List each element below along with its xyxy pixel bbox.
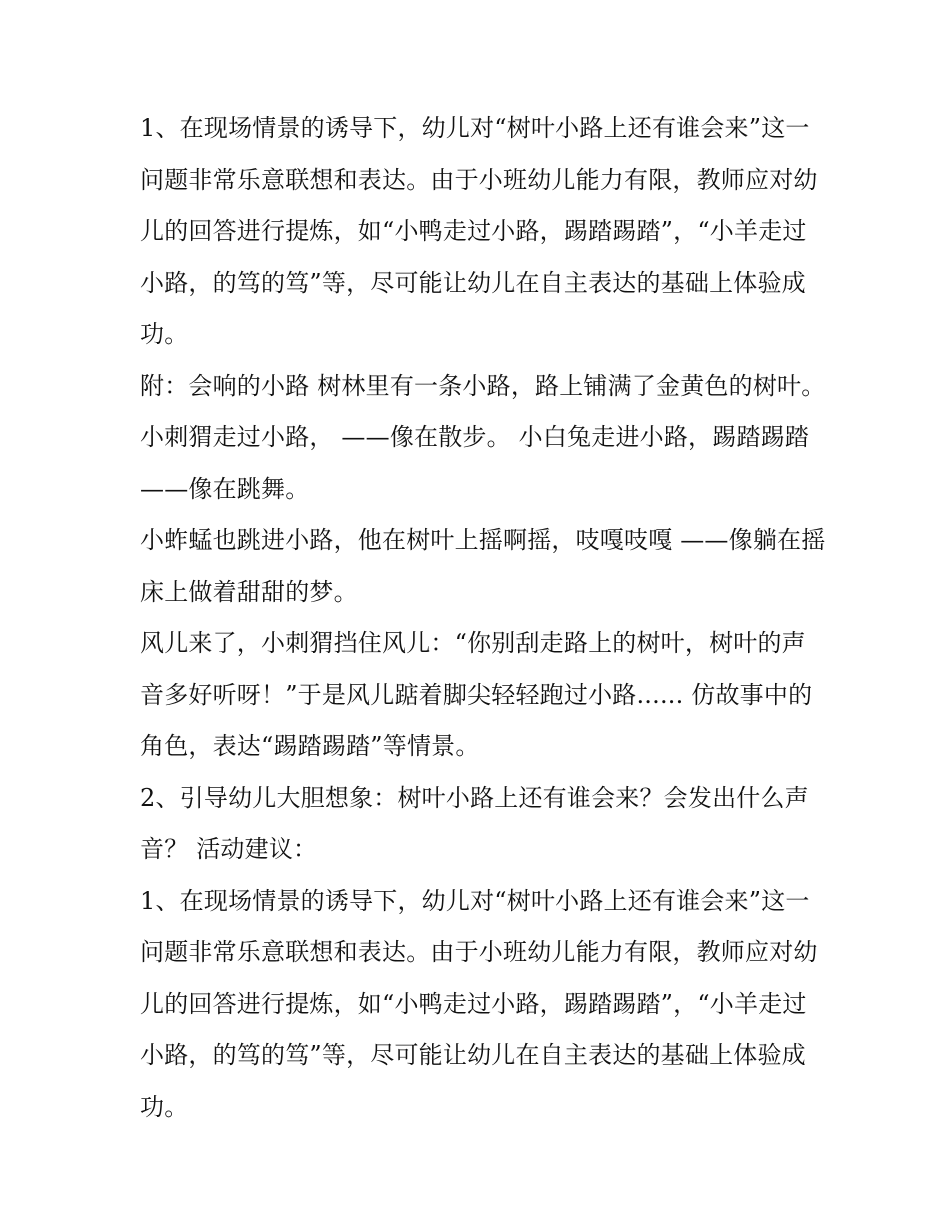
paragraph-appendix-story: 附：会响的小路 树林里有一条小路，路上铺满了金黄色的树叶。 小刺猬走过小路， ——像在散步。 小白兔走进小路，踢踏踢踏 ——像在跳舞。 <box>140 371 826 503</box>
paragraph-imagination: 2、引导幼儿大胆想象：树叶小路上还有谁会来？会发出什么声音？ 活动建议： <box>140 783 809 863</box>
document-body <box>140 103 830 1133</box>
paragraph-wind: 风儿来了，小刺猬挡住风儿：“你别刮走路上的树叶，树叶的声音多好听呀！”于是风儿踮着脚尖轻轻跑过小路...... 仿故事中的角色，表达“踢踏踢踏”等情景。 <box>140 629 813 760</box>
paragraph-grasshopper: 小蚱蜢也跳进小路，他在树叶上摇啊摇，吱嘎吱嘎 ——像躺在摇床上做着甜甜的梦。 <box>140 526 826 606</box>
paragraph-activity-suggestion-1: 1、在现场情景的诱导下，幼儿对“树叶小路上还有谁会来”这一问题非常乐意联想和表达。由于小班幼儿能力有限，教师应对幼儿的回答进行提炼，如“小鸭走过小路，踢踏踢踏”，“小羊走过小路，的笃的笃”等，尽可能让幼儿在自主表达的基础上体验成功。 <box>140 114 818 348</box>
paragraph-activity-suggestion-repeat: 1、在现场情景的诱导下，幼儿对“树叶小路上还有谁会来”这一问题非常乐意联想和表达。由于小班幼儿能力有限，教师应对幼儿的回答进行提炼，如“小鸭走过小路，踢踏踢踏”，“小羊走过小路，的笃的笃”等，尽可能让幼儿在自主表达的基础上体验成功。 <box>140 886 818 1121</box>
